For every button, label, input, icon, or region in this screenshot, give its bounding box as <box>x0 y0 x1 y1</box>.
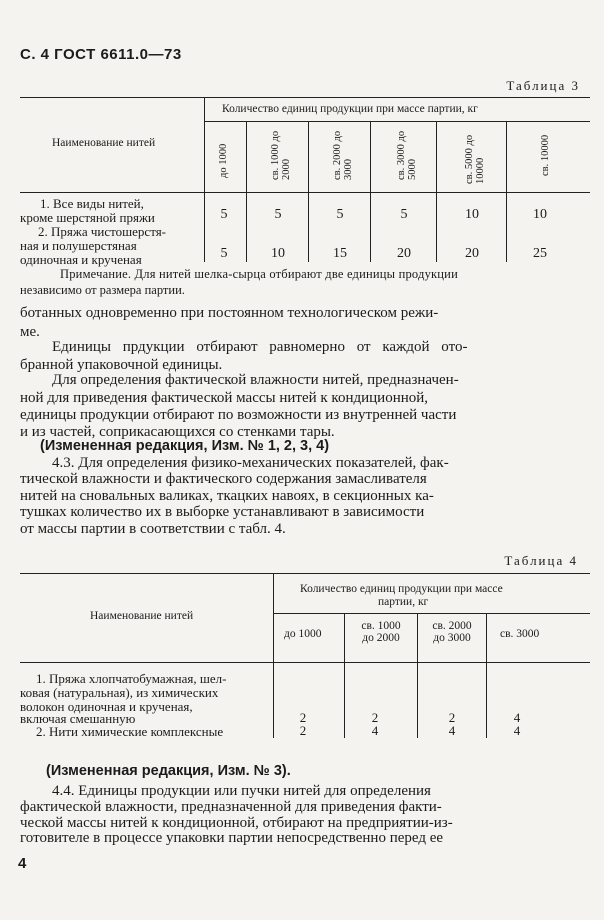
revision-note-3: (Измененная редакция, Изм. № 3). <box>46 763 291 779</box>
text-line: 4.4. Единицы продукции или пучки нитей для определения <box>52 783 431 799</box>
table4-r1-v2: 2 <box>448 710 456 725</box>
revision-note-1: (Измененная редакция, Изм. № 1, 2, 3, 4) <box>40 438 330 454</box>
table3-caption: Таблица 3 <box>506 78 580 93</box>
table4-row1-label4: включая смешанную <box>20 711 136 726</box>
text-line: от массы партии в соответствии с табл. 4. <box>20 521 286 537</box>
table3-col-1: св. 1000 до 2000 <box>270 130 292 180</box>
table4-row1-label: 1. Пряжа хлопчатобумажная, шел- <box>36 671 227 686</box>
text-line: Единицы прдукции отбирают равномерно от каждой ото- <box>52 339 468 355</box>
table3-r1-v4: 10 <box>465 207 479 222</box>
table4-r1-v0: 2 <box>299 710 307 725</box>
text-line: фактической влажности, предназначенной для приведения факти- <box>20 799 442 815</box>
table3-name-header: Наименование нитей <box>52 137 156 149</box>
text-line: тической влажности и фактического содержания замасливателя <box>20 471 427 487</box>
table3-row2-label: 2. Пряжа чистошерстя- <box>38 224 167 239</box>
table3-r2-v0: 5 <box>220 246 228 261</box>
table3-r1-v5: 10 <box>533 207 547 222</box>
table3-group-header: Количество единиц продукции при массе партии, кг <box>222 103 478 115</box>
text-line: единицы продукции отбирают по возможности из внутренней части <box>20 407 457 423</box>
table3-r2-v1: 10 <box>271 246 285 261</box>
table4-col-1: св. 1000 до 2000 <box>361 620 401 644</box>
table3-r2-v3: 20 <box>397 246 411 261</box>
table4-row1-label3: волокон одиночная и крученая, <box>20 699 193 714</box>
table4-row2-label: 2. Нити химические комплексные <box>36 724 224 739</box>
table3-r1-v3: 5 <box>400 207 408 222</box>
text-line: Для определения фактической влажности нитей, предназначен- <box>52 372 459 388</box>
table4-name-header: Наименование нитей <box>90 610 194 622</box>
table3-row2-label2: ная и полушерстяная <box>20 238 137 253</box>
table3-col-5: св. 10000 <box>540 134 551 176</box>
table4-r2-v0: 2 <box>299 723 307 738</box>
table3-col-3: св. 3000 до 5000 <box>396 130 418 180</box>
table4-r1-v3: 4 <box>513 710 521 725</box>
table3-col-2: св. 2000 до 3000 <box>332 130 354 180</box>
table3-row2-label3: одиночная и крученая <box>20 252 142 267</box>
text-line: ной для приведения фактической массы нитей к кондиционной, <box>20 390 429 406</box>
table3-r2-v2: 15 <box>333 246 347 261</box>
text-line: тушках количество их в выборке устанавливают в зависимости <box>20 504 425 520</box>
text-line: 4.3. Для определения физико-механических показателей, фак- <box>52 455 449 471</box>
table4-group-header-line1: Количество единиц продукции при массе <box>300 583 503 595</box>
text-line: нитей на сновальных валиках, ткацких навоях, в секционных ка- <box>20 488 434 504</box>
text-line: ческой массы нитей к кондиционной, отбирают на предприятии-из- <box>20 815 453 831</box>
table4-group-header-line2: партии, кг <box>378 596 429 608</box>
table4-col-3: св. 3000 <box>500 628 540 640</box>
table4-r1-v1: 2 <box>371 710 379 725</box>
table3-r1-v0: 5 <box>220 207 228 222</box>
text-line: ме. <box>20 324 40 340</box>
text-line: ботанных одновременно при постоянном технологическом режи- <box>20 305 439 321</box>
text-line: готовителе в процессе упаковки партии непосредственно перед ее <box>20 830 444 846</box>
table4-r2-v2: 4 <box>448 723 456 738</box>
page-header: С. 4 ГОСТ 6611.0—73 <box>20 46 182 63</box>
table3-note-line2: независимо от размера партии. <box>20 283 185 297</box>
table4-row1-label2: ковая (натуральная), из химических <box>20 685 219 700</box>
table4-r2-v1: 4 <box>371 723 379 738</box>
table4-r2-v3: 4 <box>513 723 521 738</box>
table3-col-4: св. 5000 до 10000 <box>464 134 486 184</box>
table3-note-line1: Примечание. Для нитей шелка-сырца отбирают две единицы продукции <box>60 267 458 281</box>
text-line: и из частей, соприкасающихся со стенками тары. <box>20 424 335 440</box>
table3-r2-v5: 25 <box>533 246 547 261</box>
table4-col-0: до 1000 <box>284 628 322 640</box>
text-line: бранной упаковочной единицы. <box>20 357 223 373</box>
table3-r2-v4: 20 <box>465 246 479 261</box>
table3-row1-label2: кроме шерстяной пряжи <box>20 210 155 225</box>
table3-r1-v2: 5 <box>336 207 344 222</box>
table4-caption: Таблица 4 <box>504 553 578 568</box>
table4-col-2: св. 2000 до 3000 <box>432 620 472 644</box>
page-number: 4 <box>18 855 27 872</box>
table3-r1-v1: 5 <box>274 207 282 222</box>
table3-col-0: до 1000 <box>218 143 229 178</box>
table3-row1-label: 1. Все виды нитей, <box>40 196 144 211</box>
